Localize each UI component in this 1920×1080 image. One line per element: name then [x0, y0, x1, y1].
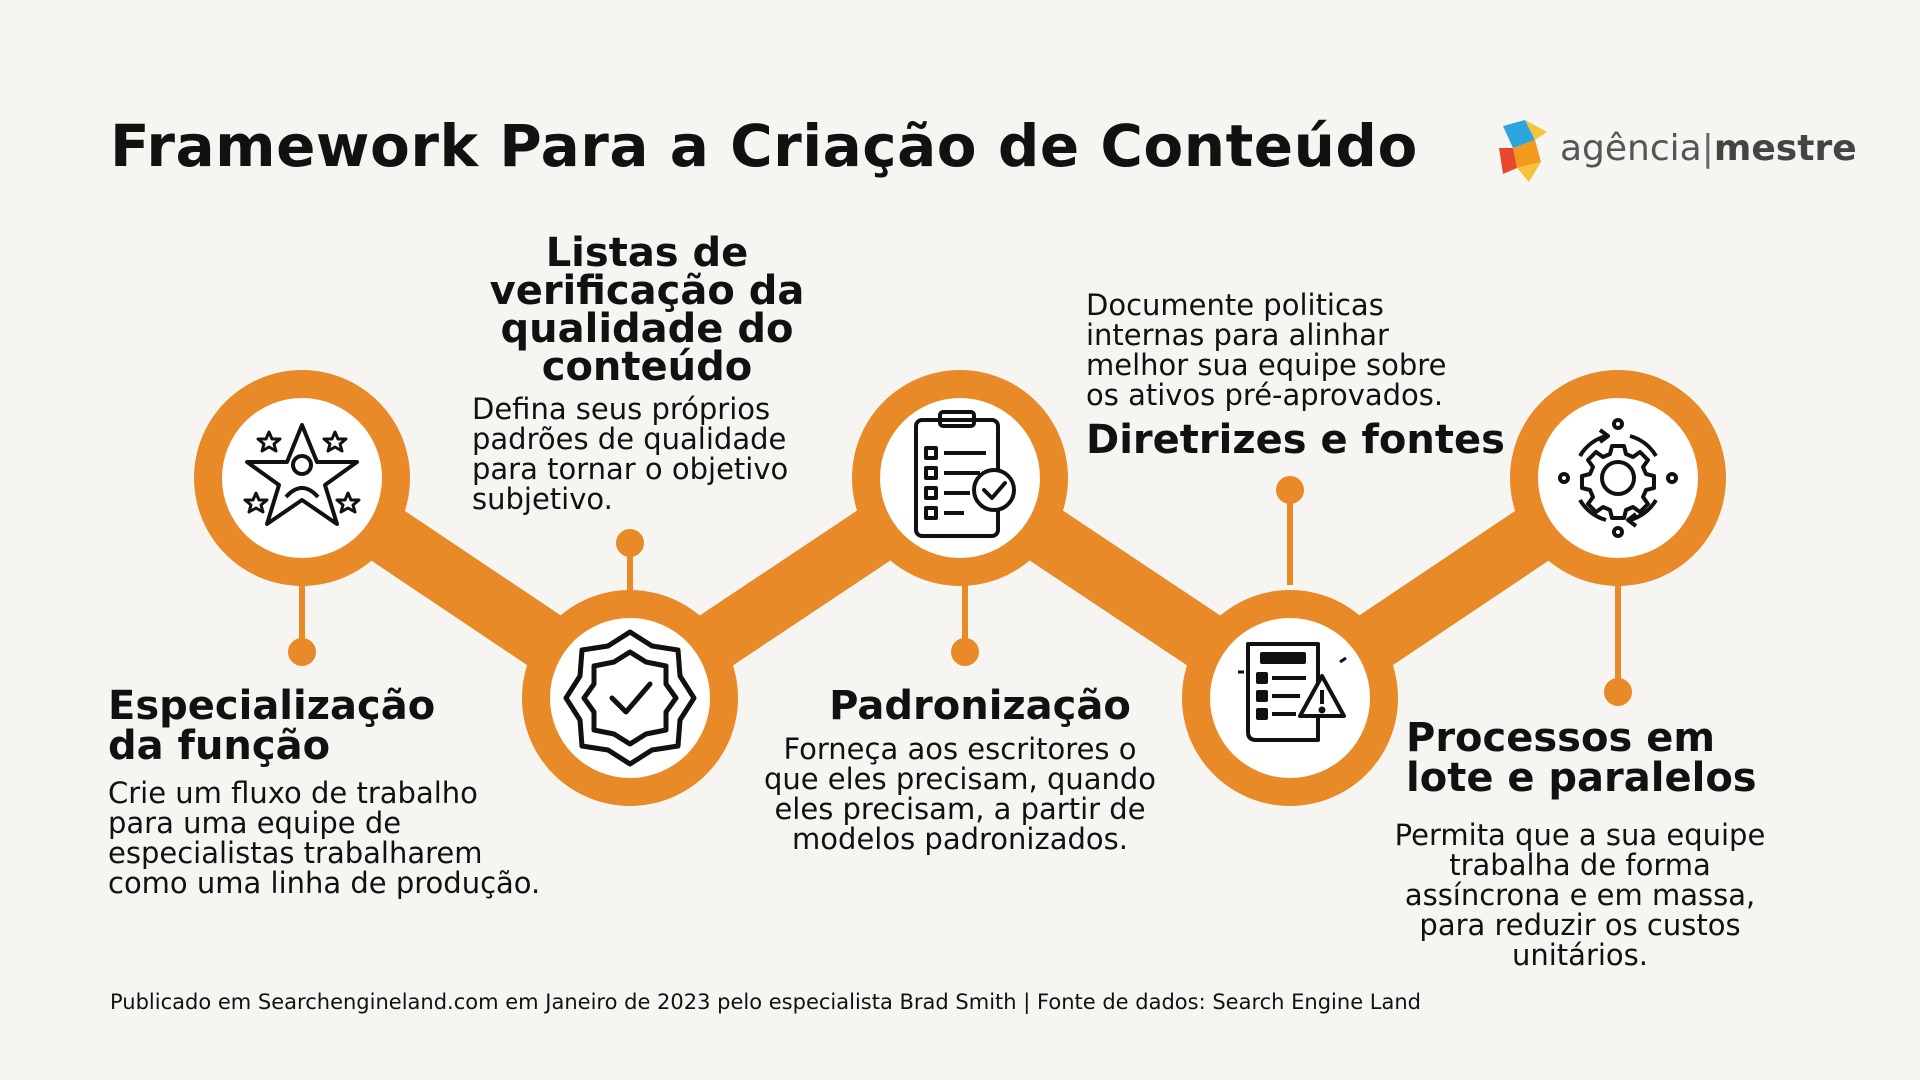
- pin-dot-3: [954, 641, 976, 663]
- logo-separator: |: [1701, 128, 1714, 169]
- step-1-heading: [108, 683, 436, 769]
- step-5-body-line-4: para reduzir os custos: [1419, 908, 1741, 942]
- step-1-heading-line-1: Especialização: [108, 683, 436, 729]
- step-5-body: [1360, 820, 1800, 970]
- step-2-heading-line-1: Listas de: [545, 230, 749, 276]
- step-1-body: [108, 778, 540, 898]
- pin-dot-2: [619, 532, 641, 554]
- step-3-heading-line-1: Padronização: [829, 683, 1131, 729]
- step-5-body-line-3: assíncrona e em massa,: [1404, 878, 1756, 912]
- logo-part1: agência: [1560, 128, 1702, 169]
- pin-dot-5: [1607, 681, 1629, 703]
- step-3-body-line-1: Forneça aos escritores o: [783, 732, 1137, 766]
- step-4-body-line-4: os ativos pré-aprovados.: [1086, 378, 1444, 412]
- step-2-body-line-2: padrões de qualidade: [472, 422, 787, 456]
- step-5-heading-line-1: Processos em: [1406, 715, 1716, 761]
- step-4-heading-line-1: Diretrizes e fontes: [1086, 417, 1505, 463]
- page-title: Framework Para a Criação de Conteúdo: [110, 112, 1418, 180]
- step-2-heading: [462, 230, 832, 390]
- step-5-heading: [1406, 715, 1757, 801]
- step-5-heading-line-2: lote e paralelos: [1406, 755, 1757, 801]
- step-2-body: [472, 394, 788, 514]
- step-4-body-line-1: Documente politicas: [1086, 288, 1384, 322]
- step-node-1: [194, 370, 410, 586]
- step-3-body-line-3: eles precisam, a partir de: [774, 792, 1146, 826]
- step-5-body-line-1: Permita que a sua equipe: [1394, 818, 1766, 852]
- step-5-body-line-5: unitários.: [1511, 938, 1648, 972]
- pin-dot-1: [291, 641, 313, 663]
- step-4-heading: [1086, 417, 1505, 463]
- step-2-heading-line-3: qualidade do: [500, 306, 794, 352]
- step-node-5: [1510, 370, 1726, 586]
- step-node-4: [1182, 590, 1398, 806]
- step-2-heading-line-4: conteúdo: [541, 344, 753, 390]
- step-2-body-line-1: Defina seus próprios: [472, 392, 771, 426]
- step-3-body-line-4: modelos padronizados.: [792, 822, 1128, 856]
- step-1-body-line-2: para uma equipe de: [108, 806, 402, 840]
- step-3-body-line-2: que eles precisam, quando: [763, 762, 1157, 796]
- step-4-body-line-3: melhor sua equipe sobre: [1086, 348, 1447, 382]
- step-4-body-line-2: internas para alinhar: [1086, 318, 1389, 352]
- step-1-heading-line-2: da função: [108, 723, 331, 769]
- step-2-heading-line-2: verificação da: [489, 268, 805, 314]
- step-1-body-line-3: especialistas trabalharem: [108, 836, 483, 870]
- step-node-3: [852, 370, 1068, 586]
- step-5-body-line-2: trabalha de forma: [1449, 848, 1711, 882]
- step-3-heading: [760, 683, 1200, 729]
- pin-dot-4: [1279, 479, 1301, 501]
- step-3-body: [740, 734, 1180, 854]
- step-1-body-line-1: Crie um fluxo de trabalho: [108, 776, 478, 810]
- logo-part2: mestre: [1713, 128, 1857, 169]
- step-node-2: [522, 590, 738, 806]
- step-1-body-line-4: como uma linha de produção.: [108, 866, 541, 900]
- step-2-body-line-3: para tornar o objetivo: [472, 452, 789, 486]
- source-footer: Publicado em Searchengineland.com em Janeiro de 2023 pelo especialista Brad Smith | Fonte de dados: Search Engine Land: [110, 990, 1422, 1014]
- step-4-body: [1086, 290, 1446, 410]
- step-2-body-line-4: subjetivo.: [472, 482, 613, 516]
